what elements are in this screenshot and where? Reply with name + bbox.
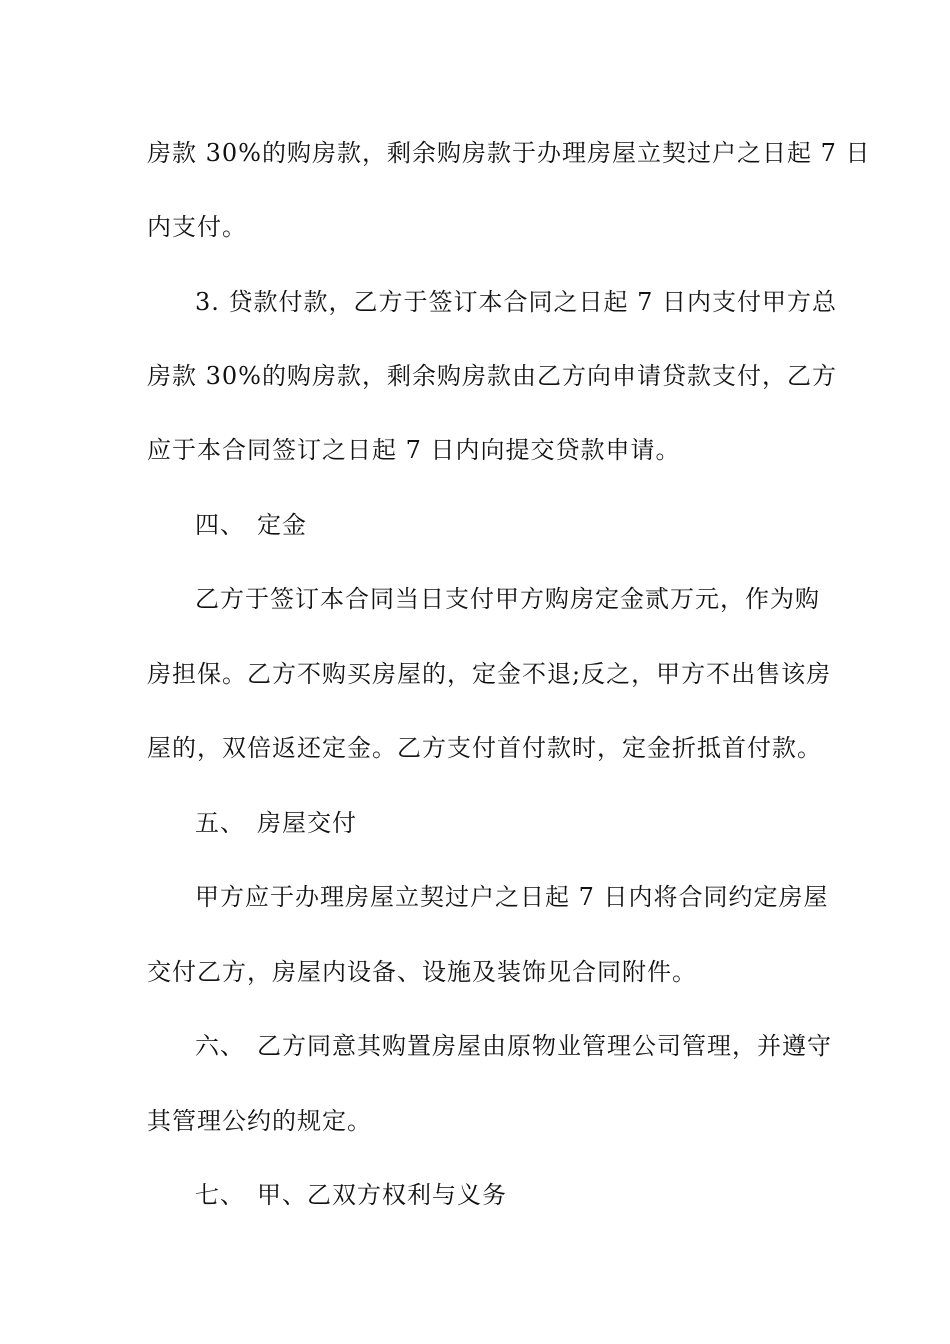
section-number: 六、 <box>195 1032 245 1060</box>
paragraph-line: 乙方于签订本合同当日支付甲方购房定金贰万元，作为购 <box>195 585 820 613</box>
section-number: 四、 <box>195 511 245 539</box>
paragraph-line: 交付乙方，房屋内设备、设施及装饰见合同附件。 <box>147 958 697 986</box>
paragraph-line: 其管理公约的规定。 <box>147 1107 372 1135</box>
paragraph-line: 内支付。 <box>147 213 247 241</box>
section-title: 乙方同意其购置房屋由原物业管理公司管理，并遵守 <box>257 1032 832 1060</box>
section-heading <box>195 509 307 541</box>
section-number: 七、 <box>195 1181 245 1209</box>
paragraph-line: 屋的，双倍返还定金。乙方支付首付款时，定金折抵首付款。 <box>147 734 822 762</box>
section-heading <box>195 1179 507 1211</box>
paragraph-line: 房款 30%的购房款，剩余购房款于办理房屋立契过户之日起 7 日 <box>147 139 871 167</box>
paragraph-line: 应于本合同签订之日起 7 日内向提交贷款申请。 <box>147 436 681 464</box>
paragraph-line: 甲方应于办理房屋立契过户之日起 7 日内将合同约定房屋 <box>195 883 829 911</box>
section-number: 五、 <box>195 809 245 837</box>
paragraph-line: 房款 30%的购房款，剩余购房款由乙方向申请贷款支付，乙方 <box>147 362 837 390</box>
section-title: 定金 <box>257 511 307 539</box>
section-heading <box>195 807 357 839</box>
paragraph-line: 房担保。乙方不购买房屋的，定金不退;反之，甲方不出售该房 <box>147 660 832 688</box>
section-heading <box>195 1030 832 1062</box>
section-title: 房屋交付 <box>257 809 357 837</box>
paragraph-line: 3. 贷款付款，乙方于签订本合同之日起 7 日内支付甲方总 <box>195 288 838 316</box>
section-title: 甲、乙双方权利与义务 <box>257 1181 507 1209</box>
